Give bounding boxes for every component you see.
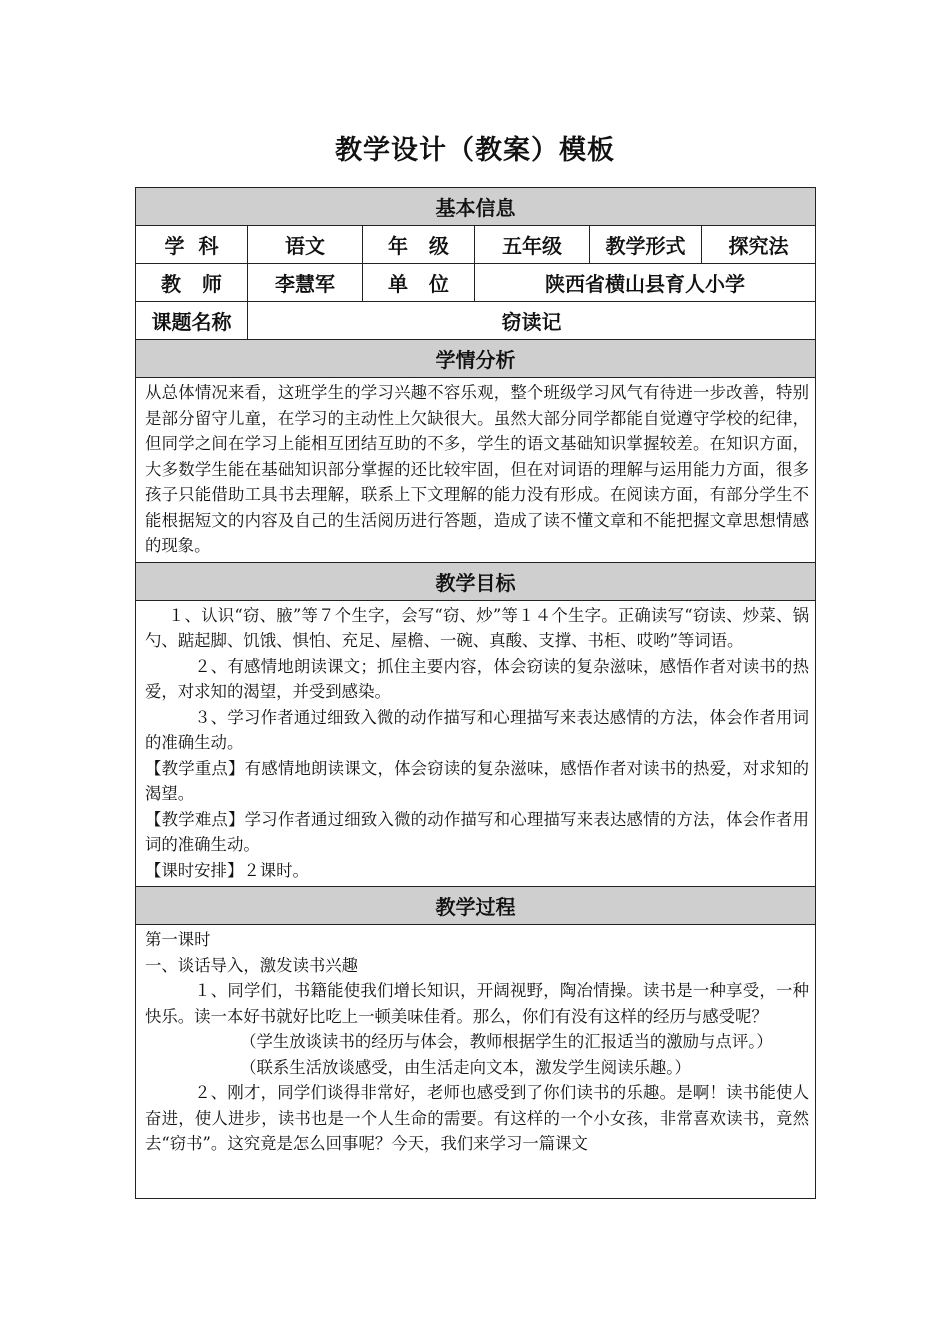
page-title: 教学设计（教案）模板 — [335, 135, 615, 166]
section-one-heading: 一、谈话导入，激发读书兴趣 — [145, 955, 359, 975]
lesson-title-label: 课题名称 — [136, 302, 248, 340]
process-note-2: （联系生活放谈感受，由生活走向文本，激发学生阅读乐趣。） — [240, 1057, 691, 1077]
analysis-body — [136, 378, 816, 563]
grade-label: 年 级 — [363, 226, 475, 264]
teacher-row — [136, 264, 816, 302]
analysis-header: 学情分析 — [136, 340, 816, 378]
lesson-row — [136, 302, 816, 340]
objectives-header: 教学目标 — [136, 562, 816, 600]
objectives-body-row — [136, 600, 816, 887]
process-paragraph-2: ２、刚才，同学们谈得非常好，老师也感受到了你们读书的乐趣。是啊！读书能使人奋进，使人进步，读书也是一个人生命的需要。有这样的一个小女孩，非常喜欢读书，竟然去“窃书”。这究竟是怎么回事呢？今天，我们来学习一篇课文 — [145, 1083, 809, 1153]
basic-info-header-row — [136, 188, 816, 226]
teaching-key-point: 【教学重点】有感情地朗读课文，体会窃读的复杂滋味，感悟作者对读书的热爱，对求知的渴望。 — [145, 758, 809, 803]
unit-label: 单 位 — [363, 264, 475, 302]
objectives-body — [136, 600, 816, 887]
analysis-text: 从总体情况来看，这班学生的学习兴趣不容乐观，整个班级学习风气有待进一步改善，特别是部分留守儿童，在学习的主动性上欠缺很大。虽然大部分同学都能自觉遵守学校的纪律，但同学之间在学习上能相互团结互助的不多，学生的语文基础知识掌握较差。在知识方面，大多数学生能在基础知识部分掌握的还比较牢固，但在对词语的理解与运用能力方面，很多孩子只能借助工具书去理解，联系上下文理解的能力没有形成。在阅读方面，有部分学生不能根据短文的内容及自己的生活阅历进行答题，造成了读不懂文章和不能把握文章思想情感的现象。 — [145, 383, 809, 555]
process-header: 教学过程 — [136, 887, 816, 925]
subject-value: 语文 — [248, 226, 363, 264]
class-schedule: 【课时安排】２课时。 — [145, 860, 309, 880]
process-note-1: （学生放谈读书的经历与体会，教师根据学生的汇报适当的激励与点评。） — [240, 1032, 773, 1051]
analysis-body-row — [136, 378, 816, 563]
teacher-value: 李慧军 — [248, 264, 363, 302]
lesson-one-heading: 第一课时 — [145, 930, 211, 949]
teacher-label: 教 师 — [136, 264, 248, 302]
basic-info-header: 基本信息 — [136, 188, 816, 226]
process-body — [136, 925, 816, 1199]
grade-value: 五年级 — [475, 226, 590, 264]
objective-item-3: ３、学习作者通过细致入微的动作描写和心理描写来表达感情的方法，体会作者用词的准确生动。 — [145, 707, 809, 752]
teaching-difficulty: 【教学难点】学习作者通过细致入微的动作描写和心理描写来表达感情的方法，体会作者用词的准确生动。 — [145, 809, 809, 854]
process-paragraph-1: １、同学们，书籍能使我们增长知识，开阔视野，陶冶情操。读书是一种享受，一种快乐。读一本好书就好比吃上一顿美味佳肴。那么，你们有没有这样的经历与感受呢？ — [145, 981, 809, 1026]
objective-item-2: ２、有感情地朗读课文；抓住主要内容，体会窃读的复杂滋味，感悟作者对读书的热爱，对求知的渴望，并受到感染。 — [145, 656, 809, 701]
objectives-header-row — [136, 562, 816, 600]
process-body-row — [136, 925, 816, 1199]
unit-value: 陕西省横山县育人小学 — [475, 264, 816, 302]
lesson-plan-table — [135, 187, 816, 1199]
objective-item-1: １、认识“窃、腋”等７个生字，会写“窃、炒”等１４个生字。正确读写“窃读、炒菜、锅勺、踮起脚、饥饿、惧怕、充足、屋檐、一碗、真酸、支撑、书柜、哎哟”等词语。 — [145, 605, 809, 650]
lesson-title-value: 窃读记 — [248, 302, 816, 340]
process-header-row — [136, 887, 816, 925]
analysis-header-row — [136, 340, 816, 378]
teaching-form-value: 探究法 — [702, 226, 816, 264]
teaching-form-label: 教学形式 — [590, 226, 702, 264]
subject-label: 学 科 — [136, 226, 248, 264]
subject-row — [136, 226, 816, 264]
